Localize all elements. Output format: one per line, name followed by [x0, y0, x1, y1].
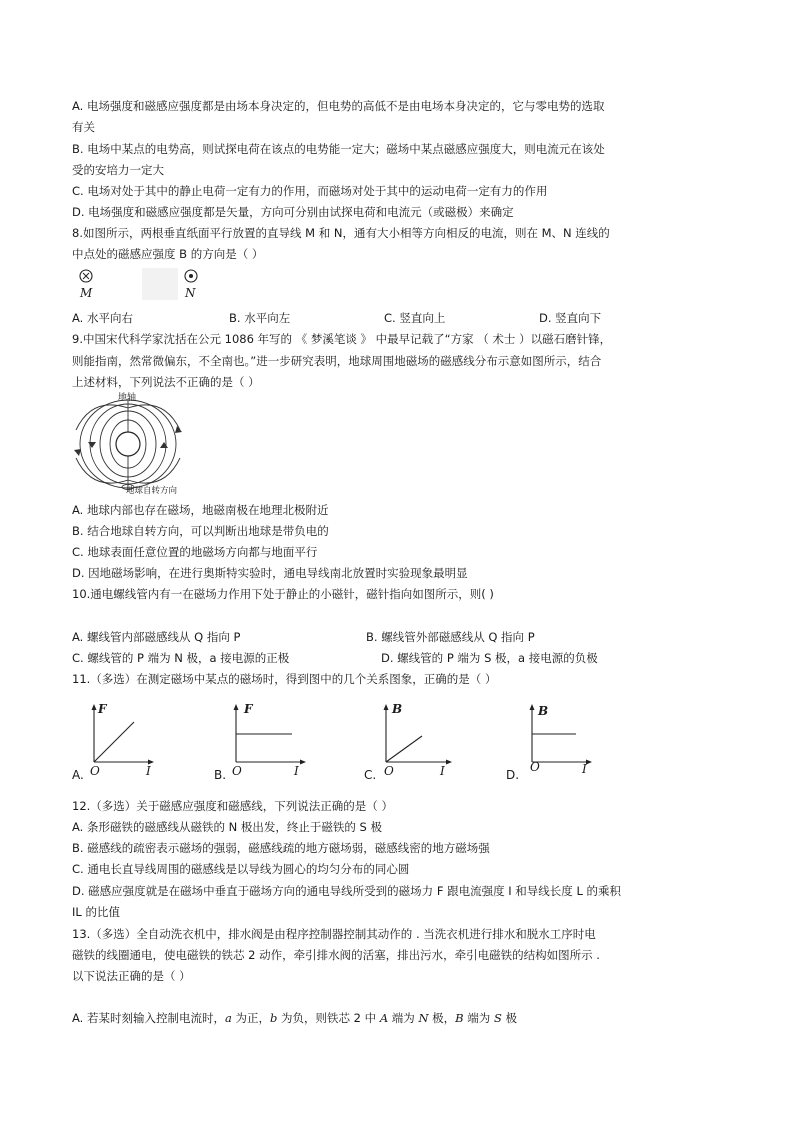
q9-option-d: D. 因地磁场影响，在进行奥斯特实验时，通电导线南北放置时实验现象最明显: [72, 566, 468, 580]
q13-end-a: A: [379, 1011, 389, 1025]
earth-axis-label: 地轴: [118, 393, 137, 403]
q12-stem: 12.（多选）关于磁感应强度和磁感线，下列说法正确的是（ ）: [72, 799, 393, 813]
q9-option-a: A. 地球内部也存在磁场，地磁南极在地理北极附近: [72, 503, 329, 517]
q10-option-b: B. 螺线管外部磁感线从 Q 指向 P: [366, 630, 535, 644]
q11-graph-d: [506, 700, 606, 784]
q13-option-a-t3: 端为: [388, 1011, 419, 1025]
q8-option-a: A. 水平向右: [72, 311, 133, 325]
figure-gap: [142, 268, 178, 300]
q12-option-b: B. 磁感线的疏密表示磁场的强弱，磁感线疏的地方磁场弱，磁感线密的地方磁场强: [72, 841, 490, 855]
q13-stem-line1: 13.（多选）全自动洗衣机中，排水阀是由程序控制器控制其动作的 . 当洗衣机进行排水和脱水工序时电: [72, 927, 596, 941]
q8-wires-figure: [72, 266, 232, 306]
earth-globe: [116, 432, 140, 456]
q8-option-d: D. 竖直向下: [539, 311, 602, 325]
wire-m-out-of-page-icon: [80, 270, 92, 282]
q12-option-c: C. 通电长直导线周围的磁感线是以导线为圆心的均匀分布的同心圆: [72, 862, 410, 876]
q13-stem-line2: 磁铁的线圈通电，使电磁铁的铁芯 2 动作，牵引排水阀的活塞，排出污水，牵引电磁铁的结构如图所示 .: [72, 948, 600, 962]
q12-option-d-line1: D. 磁感应强度就是在磁场中垂直于磁场方向的通电导线所受到的磁场力 F 跟电流强度 I 和导线长度 L 的乘积: [72, 884, 622, 898]
graph-b-option: B.: [214, 768, 227, 782]
q11-graph-b: [214, 700, 314, 784]
wire-n-into-page-icon: [185, 270, 197, 282]
q11-graph-a: [72, 700, 162, 784]
q9-stem-line2: 则能指南，然常微偏东，不全南也。”进一步研究表明，地球周围地磁场的磁感线分布示意如图所示，结合: [72, 354, 602, 368]
wire-m-label: M: [80, 286, 93, 300]
q8-stem-line2: 中点处的磁感应强度 B 的方向是（ ）: [72, 247, 264, 261]
graph-d-origin: O: [530, 760, 540, 774]
q10-option-a: A. 螺线管内部磁感线从 Q 指向 P: [72, 630, 241, 644]
graph-c-x-label: I: [440, 764, 445, 778]
q8-option-b: B. 水平向左: [229, 311, 291, 325]
earth-magnetic-field-figure: [72, 390, 192, 498]
graph-c-y-label: B: [392, 702, 403, 716]
q13-option-a-t4: 极，: [428, 1011, 456, 1025]
q13-pole-s: S: [493, 1011, 502, 1025]
graph-d-x-label: I: [582, 762, 587, 776]
q10-option-c: C. 螺线管的 P 端为 N 极，a 接电源的正极: [72, 651, 290, 665]
graph-c-origin: O: [384, 764, 394, 778]
graph-a-y-label: F: [98, 702, 107, 716]
q9-option-c: C. 地球表面任意位置的地磁场方向都与地面平行: [72, 545, 318, 559]
q13-option-a-t5: 端为: [463, 1011, 494, 1025]
q13-end-b: B: [455, 1011, 464, 1025]
prev-option-d: D. 电场强度和磁感应强度都是矢量，方向可分别由试探电荷和电流元（或磁极）来确定: [72, 205, 514, 219]
q13-stem-line3: 以下说法正确的是（ ）: [72, 969, 191, 983]
q13-option-a: [72, 1010, 517, 1026]
q8-stem-line1: 8.如图所示，两根垂直纸面平行放置的直导线 M 和 N，通有大小相等方向相反的电流，则在 M、N 连线的: [72, 226, 610, 240]
graph-b-origin: O: [232, 764, 242, 778]
q11-graph-c: [364, 700, 464, 784]
graph-a-option: A.: [72, 768, 84, 782]
graph-b-x-label: I: [294, 764, 299, 778]
q13-var-b: b: [270, 1011, 278, 1025]
prev-option-a-line2: 有关: [72, 120, 95, 134]
wire-n-label: N: [185, 286, 196, 300]
graph-d-y-label: B: [538, 704, 549, 718]
q9-stem-line1: 9.中国宋代科学家沈括在公元 1086 年写的 《 梦溪笔谈 》 中最早记载了“方家 （ 术士 ）以磁石磨针锋，: [72, 332, 612, 346]
q12-option-d-line2: IL 的比值: [72, 905, 120, 919]
q13-pole-n: N: [418, 1011, 429, 1025]
prev-option-b-line1: B. 电场中某点的电势高，则试探电荷在该点的电势能一定大；磁场中某点磁感应强度大，则电流元在该处: [72, 142, 605, 156]
q8-option-c: C. 竖直向上: [384, 311, 446, 325]
prev-option-a-line1: A. 电场强度和磁感应强度都是由场本身决定的，但电势的高低不是由电场本身决定的，它与零电势的选取: [72, 99, 605, 113]
q11-stem: 11.（多选）在测定磁场中某点的磁场时，得到图中的几个关系图象，正确的是（ ）: [72, 672, 497, 686]
earth-rotation-label: 地球自转方向: [126, 486, 178, 496]
prev-option-c: C. 电场对处于其中的静止电荷一定有力的作用，而磁场对处于其中的运动电荷一定有力的作用: [72, 184, 548, 198]
q13-option-a-t1: 为正，: [231, 1011, 270, 1025]
q13-var-a: a: [224, 1011, 232, 1025]
q13-option-a-t6: 极: [501, 1011, 517, 1025]
prev-option-b-line2: 受的安培力一定大: [72, 163, 164, 177]
graph-d-option: D.: [506, 768, 520, 782]
q10-option-d: D. 螺线管的 P 端为 S 极，a 接电源的负极: [381, 651, 598, 665]
q9-stem-line3: 上述材料，下列说法不正确的是（ ）: [72, 375, 260, 389]
graph-a-origin: O: [90, 764, 100, 778]
graph-b-y-label: F: [244, 702, 253, 716]
q13-option-a-t2: 为负，则铁芯 2 中: [277, 1011, 380, 1025]
q10-stem: 10.通电螺线管内有一在磁场力作用下处于静止的小磁针，磁针指向如图所示，则( ): [72, 587, 494, 601]
graph-a-x-label: I: [146, 764, 151, 778]
q9-option-b: B. 结合地球自转方向，可以判断出地球是带负电的: [72, 524, 329, 538]
q12-option-a: A. 条形磁铁的磁感线从磁铁的 N 极出发，终止于磁铁的 S 极: [72, 820, 382, 834]
q13-option-a-prefix: A. 若某时刻输入控制电流时，: [72, 1011, 225, 1025]
graph-c-option: C.: [364, 768, 377, 782]
